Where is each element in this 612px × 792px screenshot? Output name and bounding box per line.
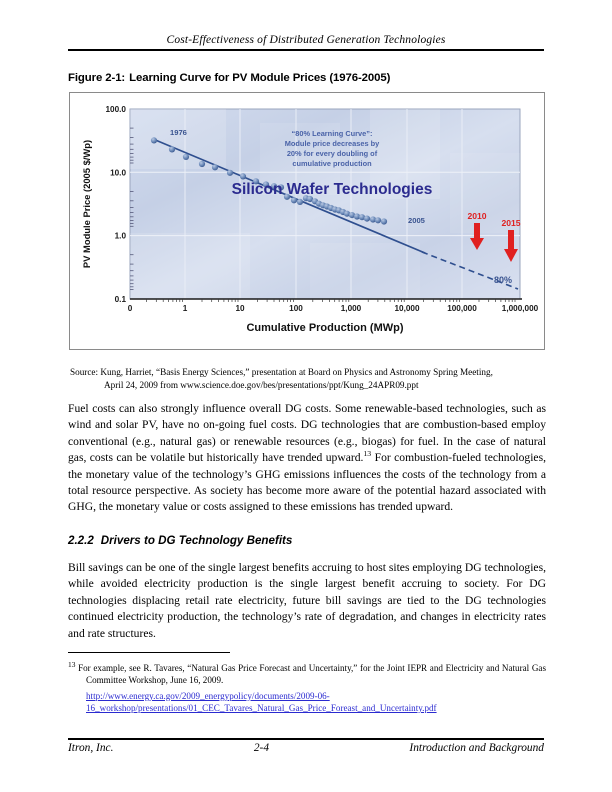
learning-curve-chart [70,93,544,349]
x-tick-label: 1,000,000 [501,304,539,313]
figure-container [69,92,545,350]
page-footer [68,742,544,754]
section-number: 2.2.2 [68,534,94,547]
x-tick-label: 10,000 [394,304,420,313]
footer-chapter: Introduction and Background [409,742,544,754]
learning-curve-note [285,129,380,168]
footnote-block [68,659,546,714]
source-line-2: April 24, 2009 from www.science.doe.gov/bes/presentations/ppt/Kung_24APR09.ppt [104,379,419,390]
y-tick-label: 1.0 [114,231,126,241]
footer-company: Itron, Inc. [68,742,114,754]
figure-caption-number: Figure 2-1: [68,72,126,84]
source-line-1: Kung, Harriet, “Basis Energy Sciences,” presentation at Board on Physics and Astronomy Spring Meeting, [100,367,493,377]
figure-source-note [70,366,548,391]
svg-text:“80% Learning Curve”:: “80% Learning Curve”: [291,129,373,138]
x-tick-label: 1,000 [340,304,362,313]
footnote-text: For example, see R. Tavares, “Natural Gas Price Forecast and Uncertainty,” for the Joint IEPR and Electricity and Natural Gas Committee Workshop, June 16, 2009. [78,663,546,686]
y-axis-title: PV Module Price (2005 $/Wp) [81,139,92,269]
figure-caption-text: Learning Curve for PV Module Prices (1976-2005) [129,72,391,84]
footer-page-number: 2-4 [253,742,270,754]
paragraph-1-text-after-footnote: For combustion-fueled technologies, the monetary value of the technology’s GHG emissions influences the costs of the technology from a total resource perspective. As society has become more aware of the potential hazard associated with GHG, the monetary value or costs assigned to these emissions has trended upward. [68,451,546,514]
footnote-url-line-2[interactable]: 16_workshop/presentations/01_CEC_Tavares_Natural_Gas_Price_Foreast_and_Uncertainty.pdf [86,703,437,714]
footnote-number: 13 [68,659,76,669]
x-tick-label: 0 [127,304,133,313]
label-2005: 2005 [408,216,425,225]
body-paragraph-1 [68,401,546,516]
footnote-url-line-1[interactable]: http://www.energy.ca.gov/2009_energypolicy/documents/2009-06- [86,690,330,701]
footnote-separator [68,652,230,653]
footnote-reference-13[interactable]: 13 [363,449,372,459]
chart-svg [70,93,544,349]
svg-text:20% for every doubling of: 20% for every doubling of [286,149,378,158]
label-1976: 1976 [170,128,187,137]
svg-text:cumulative production: cumulative production [292,159,372,168]
y-tick-label: 100.0 [105,105,126,114]
x-tick-label: 100 [289,304,303,313]
section-heading-2-2-2 [68,534,546,547]
slope-label-80-percent: 80% [494,275,513,285]
x-tick-label: 10 [235,304,245,313]
silicon-wafer-technologies-label: Silicon Wafer Technologies [231,181,433,198]
arrow-2015-label: 2015 [501,218,521,228]
x-axis-title: Cumulative Production (MWp) [246,322,404,334]
source-label: Source: [70,367,99,377]
y-tick-label: 10.0 [110,168,126,178]
running-head-title: Cost-Effectiveness of Distributed Generation Technologies [166,34,446,46]
svg-text:Module price decreases by: Module price decreases by [284,139,380,148]
arrow-2010-label: 2010 [467,211,487,221]
section-title: Drivers to DG Technology Benefits [100,534,293,547]
figure-caption [68,72,548,84]
header-divider [68,49,544,51]
y-tick-label: 0.1 [114,295,126,304]
body-paragraph-2: Bill savings can be one of the single largest benefits accruing to host sites employing DG technologies, while avoided electricity production is the single largest benefit accruing to society. For DG technologies displacing retail rate electricity, future bill savings are tied to the DG technologies continued electricity production, the technology’s rate of degradation, and changes in electricity rates and rate structures. [68,561,546,640]
x-tick-label: 100,000 [447,304,477,313]
x-tick-label: 1 [182,304,188,313]
page-header [68,34,544,51]
paragraph-1-text-before-footnote: Fuel costs can also strongly influence overall DG costs. Some renewable-based technologies, such as wind and solar PV, have no on-going fuel costs. DG technologies that are combustion-based employ conventional (e.g., natural gas) or renewable resources (e.g., biogas) for fuel. In the case of natural gas, costs can be volatile but historically have trended upward. [68,402,546,465]
footer-divider [68,738,544,740]
